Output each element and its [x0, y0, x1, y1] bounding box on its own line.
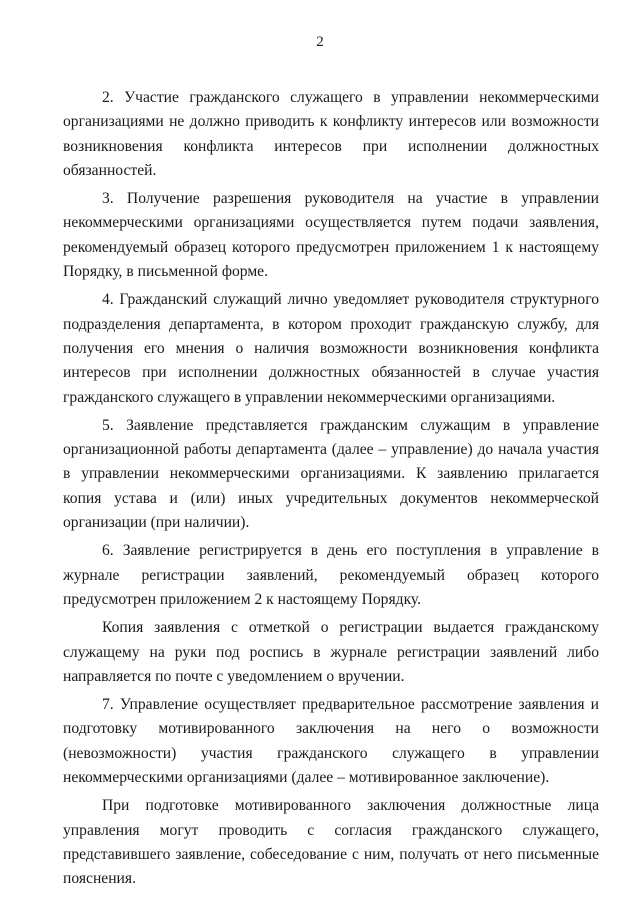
document-body — [63, 86, 599, 896]
paragraph-4: 4. Гражданский служащий лично уведомляет руководителя структурного подразделения департамента, в котором проходит гражданскую службу, для получения его мнения о наличия возможности возникновения конфликта интересов при исполнении должностных обязанностей в случае участия гражданского служащего в управлении некоммерческими организациями. — [63, 291, 599, 406]
paragraph-7-interview: При подготовке мотивированного заключения должностные лица управления могут проводить с согласия гражданского служащего, представившего заявление, собеседование с ним, получать от него письменные пояснения. — [63, 797, 599, 888]
paragraph-7: 7. Управление осуществляет предварительное рассмотрение заявления и подготовку мотивированного заключения на него о возможности (невозможности) участия гражданского служащего в управлении некоммерческими организациями (далее – мотивированное заключение). — [63, 696, 599, 787]
paragraph-5: 5. Заявление представляется гражданским служащим в управление организационной работы департамента (далее – управление) до начала участия в управлении некоммерческими организациями. К заявлению прилагается копия устава и (или) иных учредительных документов некоммерческой организации (при наличии). — [63, 416, 599, 532]
paragraph-6-copy: Копия заявления с отметкой о регистрации выдается гражданскому служащему на руки под роспись в журнале регистрации заявлений либо направляется по почте с уведомлением о вручении. — [63, 619, 599, 685]
page-number: 2 — [316, 34, 324, 50]
paragraph-6: 6. Заявление регистрируется в день его поступления в управление в журнале регистрации заявлений, рекомендуемый образец которого предусмотрен приложением 2 к настоящему Порядку. — [63, 542, 599, 608]
paragraph-2: 2. Участие гражданского служащего в управлении некоммерческими организациями не должно приводить к конфликту интересов или возможности возникновения конфликта интересов при исполнении должностных обязанностей. — [63, 89, 599, 179]
paragraph-3: 3. Получение разрешения руководителя на участие в управлении некоммерческими организациями осуществляется путем подачи заявления, рекомендуемый образец которого предусмотрен приложением 1 к настоящему Порядку, в письменной форме. — [63, 190, 599, 281]
